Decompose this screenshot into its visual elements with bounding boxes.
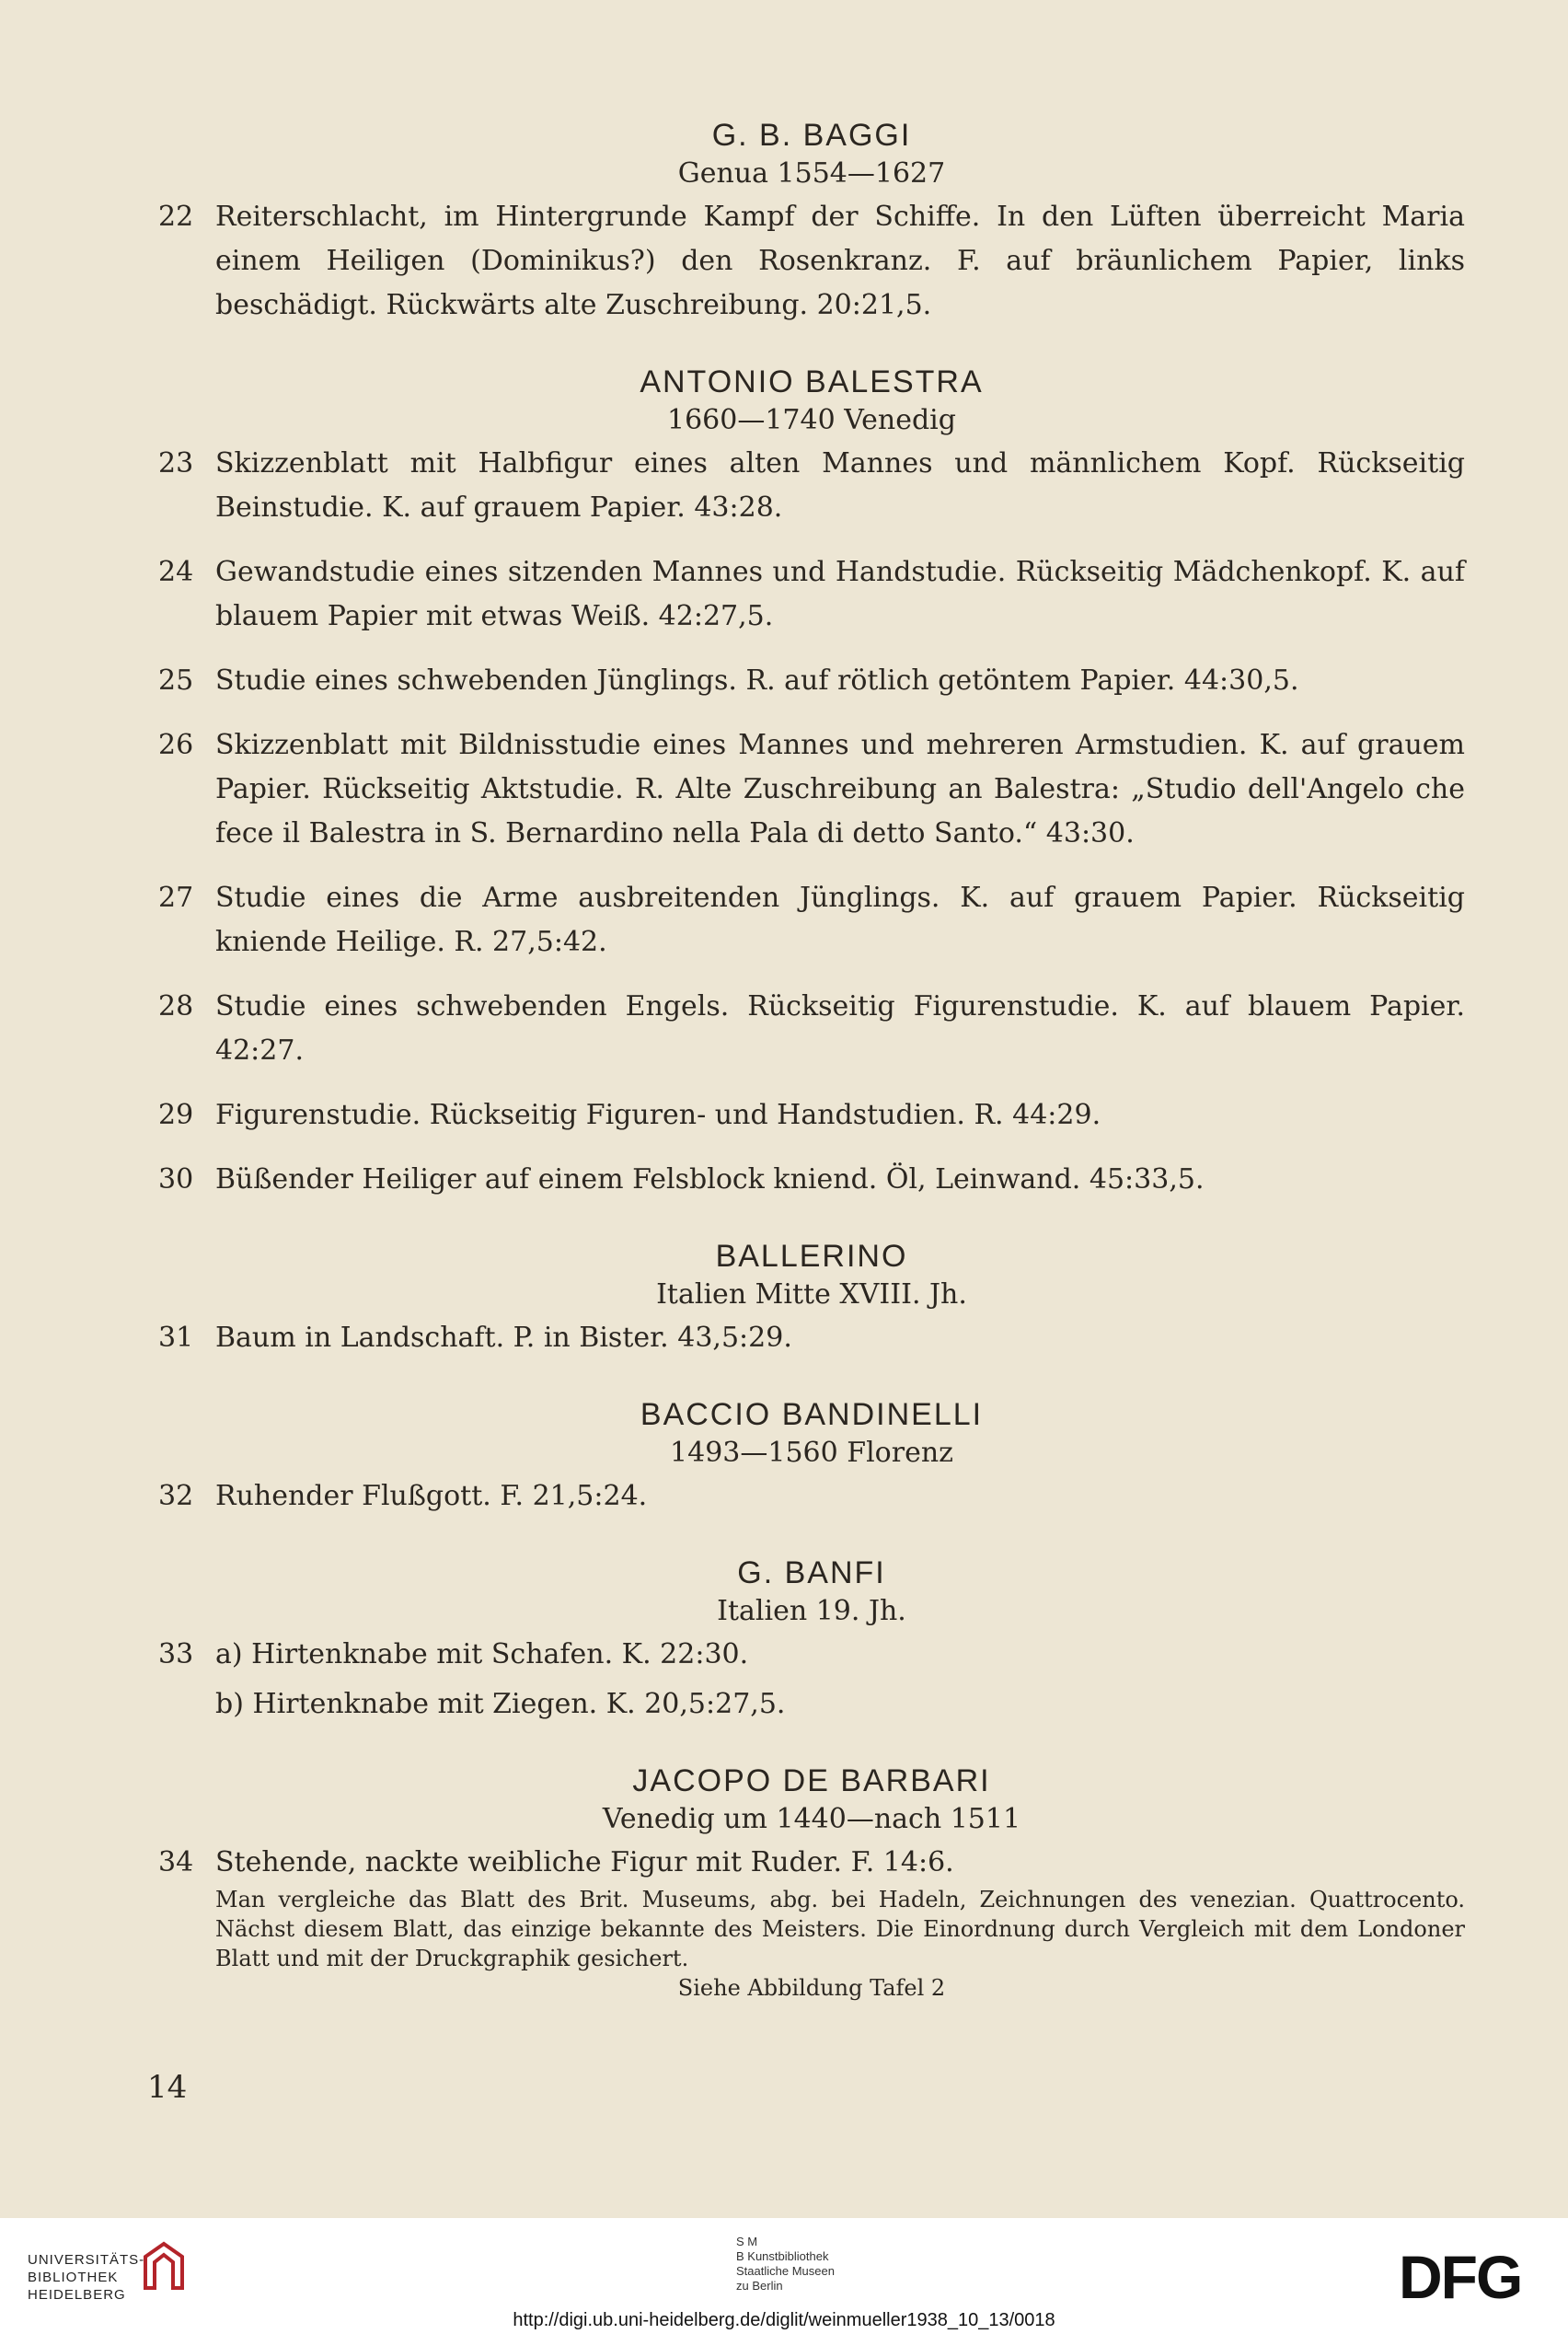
digitization-footer	[0, 2218, 1568, 2334]
artist-heading: G. B. BAGGI	[711, 118, 912, 153]
artist-dates: Italien 19. Jh.	[717, 1595, 906, 1627]
museum-credit	[736, 2235, 835, 2294]
entry-text: Ruhender Flußgott. F. 21,5:24.	[215, 1480, 648, 1512]
catalog-entry	[158, 1474, 1465, 1519]
credit-line: zu Berlin	[736, 2279, 783, 2293]
catalog-entry	[158, 723, 1465, 856]
catalog-entry	[158, 442, 1465, 530]
catalog-entry	[158, 195, 1465, 328]
entry-number: 22	[158, 201, 194, 233]
source-url-link[interactable]: http://digi.ub.uni-heidelberg.de/diglit/weinmueller1938_10_13/0018	[513, 2310, 1055, 2330]
page-number: 14	[147, 2069, 188, 2106]
entry-text: b) Hirtenknabe mit Ziegen. K. 20,5:27,5.	[215, 1688, 786, 1720]
entry-number: 27	[158, 882, 194, 914]
artist-dates: Italien Mitte XVIII. Jh.	[656, 1278, 967, 1311]
entry-text: Figurenstudie. Rückseitig Figuren- und Handstudien. R. 44:29.	[215, 1099, 1101, 1131]
entry-text: Stehende, nackte weibliche Figur mit Ruder. F. 14:6.	[215, 1846, 954, 1878]
entry-text: Studie eines schwebenden Engels. Rückseitig Figurenstudie. K. auf blauem Papier. 42:27.	[215, 990, 1465, 1067]
entry-number: 30	[158, 1163, 194, 1196]
entry-text: Skizzenblatt mit Bildnisstudie eines Mannes und mehreren Armstudien. K. auf grauem Papier. Rückseitig Aktstudie. R. Alte Zuschreibung an Balestra: „Studio dell'Angelo che fece il Balestra in S. Bernardino nella Pala di detto Santo.“ 43:30.	[215, 729, 1465, 849]
entry-text: Skizzenblatt mit Halbfigur eines alten Mannes und männlichem Kopf. Rückseitig Beinstudie. K. auf grauem Papier. 43:28.	[215, 447, 1465, 524]
entry-number: 29	[158, 1099, 194, 1131]
entry-number: 23	[158, 447, 194, 480]
artist-dates: Venedig um 1440—nach 1511	[602, 1803, 1021, 1835]
catalog-entry	[158, 985, 1465, 1073]
entry-number: 32	[158, 1480, 194, 1512]
entry-text: Büßender Heiliger auf einem Felsblock kniend. Öl, Leinwand. 45:33,5.	[215, 1163, 1205, 1196]
catalog-entry	[158, 876, 1465, 965]
entry-text: Studie eines schwebenden Jünglings. R. auf rötlich getöntem Papier. 44:30,5.	[215, 664, 1299, 697]
artist-dates: 1493—1560 Florenz	[670, 1437, 953, 1469]
artist-heading: G. BANFI	[737, 1555, 886, 1590]
catalog-entry	[158, 550, 1465, 639]
artist-heading: ANTONIO BALESTRA	[640, 364, 984, 399]
catalog-entry	[158, 1316, 1465, 1360]
entry-text: Reiterschlacht, im Hintergrunde Kampf der Schiffe. In den Lüften überreicht Maria einem Heiligen (Dominikus?) den Rosenkranz. F. auf bräunlichem Papier, links beschädigt. Rückwärts alte Zuschreibung. 20:21,5.	[215, 201, 1465, 321]
catalog-entry	[158, 1158, 1465, 1202]
catalog-entry	[158, 1093, 1465, 1138]
library-name-line: UNIVERSITÄTS-	[28, 2252, 145, 2268]
artist-heading: JACOPO DE BARBARI	[632, 1763, 991, 1798]
artist-dates: Genua 1554—1627	[677, 157, 946, 190]
entry-number: 31	[158, 1322, 194, 1354]
catalog-content	[158, 118, 1465, 2001]
library-logo-text	[28, 2251, 144, 2304]
entry-number: 33	[158, 1638, 194, 1670]
entry-number: 25	[158, 664, 194, 697]
entry-text: Studie eines die Arme ausbreitenden Jünglings. K. auf grauem Papier. Rückseitig kniende Heilige. R. 27,5:42.	[215, 882, 1465, 958]
library-name-line: HEIDELBERG	[28, 2287, 126, 2303]
library-name-line: BIBLIOTHEK	[28, 2270, 119, 2285]
entry-number: 24	[158, 556, 194, 588]
entry-text: Gewandstudie eines sitzenden Mannes und Handstudie. Rückseitig Mädchenkopf. K. auf blauem Papier mit etwas Weiß. 42:27,5.	[215, 556, 1465, 632]
credit-line: Staatliche Museen	[736, 2264, 835, 2278]
credit-line: S M	[736, 2235, 758, 2248]
entry-number: 28	[158, 990, 194, 1023]
catalog-entry	[158, 1841, 1465, 1885]
catalog-entry	[158, 1682, 1465, 1727]
library-logo-icon	[136, 2238, 191, 2294]
credit-line: B Kunstbibliothek	[736, 2249, 829, 2263]
artist-dates: 1660—1740 Venedig	[667, 404, 956, 436]
plate-reference: Siehe Abbildung Tafel 2	[677, 1975, 946, 2001]
footnote: Man vergleiche das Blatt des Brit. Museums, abg. bei Hadeln, Zeichnungen des venezian. Quattrocento. Nächst diesem Blatt, das einzige bekannte des Meisters. Die Einordnung durch Vergleich mit dem Londoner Blatt und mit der Druckgraphik gesichert.	[215, 1887, 1465, 1971]
entry-text: Baum in Landschaft. P. in Bister. 43,5:29.	[215, 1322, 792, 1354]
entry-number: 34	[158, 1846, 194, 1878]
artist-heading: BACCIO BANDINELLI	[640, 1397, 984, 1432]
catalog-entry	[158, 659, 1465, 703]
catalog-entry	[158, 1633, 1465, 1677]
entry-number: 26	[158, 729, 194, 761]
dfg-logo: DFG	[1399, 2243, 1522, 2311]
artist-heading: BALLERINO	[715, 1239, 908, 1274]
entry-text: a) Hirtenknabe mit Schafen. K. 22:30.	[215, 1638, 749, 1670]
